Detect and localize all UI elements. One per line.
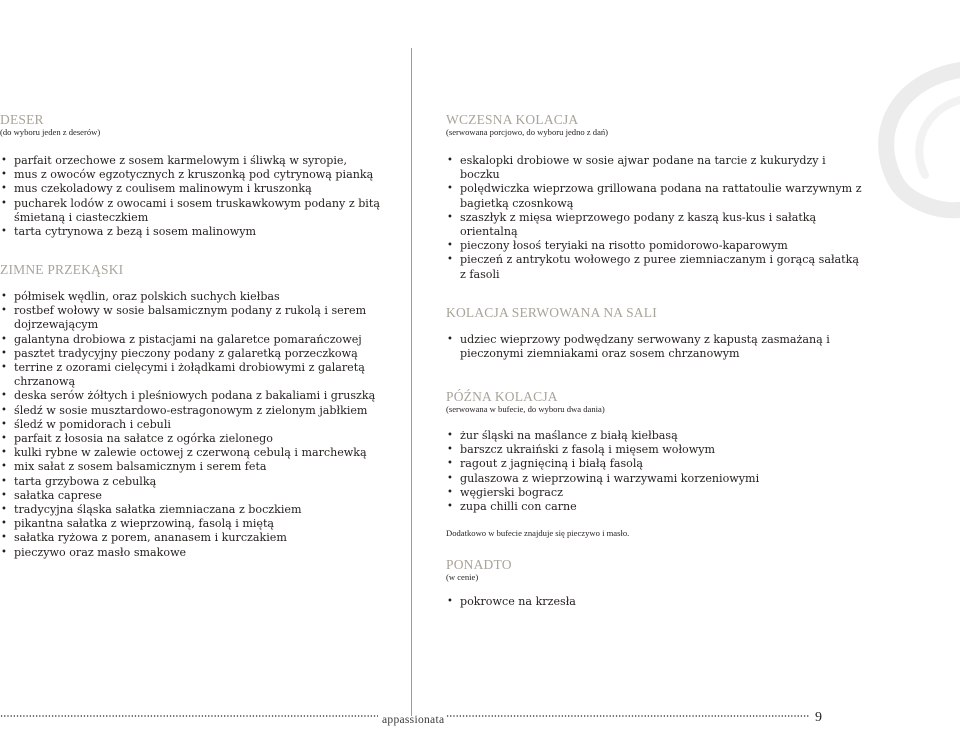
section-subtitle-wczesna: (serwowana porcjowo, do wyboru jedno z dań) [446,127,609,137]
list-item: • galantyna drobiowa z pistacjami na galaretce pomarańczowej [0,333,405,347]
list-item: • pieczywo oraz masło smakowe [0,546,405,560]
section-subtitle-ponadto: (w cenie) [446,572,479,582]
list-item: • mus czekoladowy z coulisem malinowym i kruszonką [0,182,405,196]
list-item: • pieczeń z antrykotu wołowego z puree ziemniaczanym i gorącą sałatką z fasoli [446,253,866,281]
buffet-note: Dodatkowo w bufecie znajduje się pieczywo i masło. [446,528,630,539]
list-item: • pieczony łosoś teryiaki na risotto pomidorowo-kaparowym [446,239,866,253]
list-ponadto [446,595,866,609]
list-item: • rostbef wołowy w sosie balsamicznym podany z rukolą i serem dojrzewającym [0,304,405,332]
list-item: • parfait z łososia na sałatce z ogórka zielonego [0,432,405,446]
list-item: • pikantna sałatka z wieprzowiną, fasolą i miętą [0,517,405,531]
page-number: 9 [815,710,822,725]
list-item: • śledź w pomidorach i cebuli [0,418,405,432]
section-title-deser: DESER [0,112,44,127]
list-sala [446,333,866,361]
list-item: • śledź w sosie musztardowo-estragonowym z zielonym jabłkiem [0,404,405,418]
list-item: • polędwiczka wieprzowa grillowana podana na rattatoulie warzywnym z bagietką czosnkową [446,182,866,210]
list-item: • udziec wieprzowy podwędzany serwowany z kapustą zasmażaną i pieczonymi ziemniakami oraz sosem chrzanowym [446,333,866,361]
list-item: • gulaszowa z wieprzowiną i warzywami korzeniowymi [446,472,866,486]
section-title-sala: KOLACJA SERWOWANA NA SALI [446,305,657,320]
section-subtitle-deser: (do wyboru jeden z deserów) [0,127,101,137]
list-deser [0,154,405,239]
section-ponadto [446,557,866,609]
list-item: • sałatka ryżowa z porem, ananasem i kurczakiem [0,531,405,545]
section-sala [446,305,866,361]
list-item: • tarta cytrynowa z bezą i sosem malinowym [0,225,405,239]
section-title-zimne: ZIMNE PRZEKĄSKI [0,262,124,277]
list-item: • deska serów żółtych i pleśniowych podana z bakaliami i gruszką [0,389,405,403]
list-item: • żur śląski na maślance z białą kiełbasą [446,429,866,443]
list-item: • tarta grzybowa z cebulką [0,475,405,489]
list-item: • barszcz ukraiński z fasolą i mięsem wołowym [446,443,866,457]
column-divider [411,48,412,716]
list-wczesna [446,154,866,282]
list-item: • eskalopki drobiowe w sosie ajwar podane na tarcie z kukurydzy i boczku [446,154,866,182]
list-item: • pucharek lodów z owocami i sosem truskawkowym podany z bitą śmietaną i ciasteczkiem [0,197,405,225]
list-item: • mix sałat z sosem balsamicznym i serem feta [0,460,405,474]
decorative-swirl-icon [840,60,960,220]
list-item: • węgierski bogracz [446,486,866,500]
list-item: • mus z owoców egzotycznych z kruszonką pod cytrynową pianką [0,168,405,182]
list-item: • pokrowce na krzesła [446,595,866,609]
section-pozna [446,389,866,538]
list-item: • szaszłyk z mięsa wieprzowego podany z kaszą kus-kus i sałatką orientalną [446,211,866,239]
list-item: • kulki rybne w zalewie octowej z czerwoną cebulą i marchewką [0,446,405,460]
footer-dots-left [0,714,378,722]
section-wczesna [446,112,866,282]
section-deser [0,112,405,239]
section-subtitle-pozna: (serwowana w bufecie, do wyboru dwa dania) [446,404,605,414]
footer-dots-right [446,714,810,722]
footer-brand: appassionata [382,714,445,726]
list-item: • zupa chilli con carne [446,500,866,514]
list-item: • ragout z jagnięciną i białą fasolą [446,457,866,471]
section-zimne [0,262,405,560]
list-item: • półmisek wędlin, oraz polskich suchych kiełbas [0,290,405,304]
section-title-pozna: PÓŹNA KOLACJA [446,389,558,404]
list-zimne [0,290,405,560]
list-item: • pasztet tradycyjny pieczony podany z galaretką porzeczkową [0,347,405,361]
list-item: • sałatka caprese [0,489,405,503]
section-title-wczesna: WCZESNA KOLACJA [446,112,579,127]
page-footer [0,708,960,730]
list-pozna [446,429,866,514]
section-title-ponadto: PONADTO [446,557,512,572]
list-item: • tradycyjna śląska sałatka ziemniaczana z boczkiem [0,503,405,517]
list-item: • parfait orzechowe z sosem karmelowym i śliwką w syropie, [0,154,405,168]
list-item: • terrine z ozorami cielęcymi i żołądkami drobiowymi z galaretą chrzanową [0,361,405,389]
